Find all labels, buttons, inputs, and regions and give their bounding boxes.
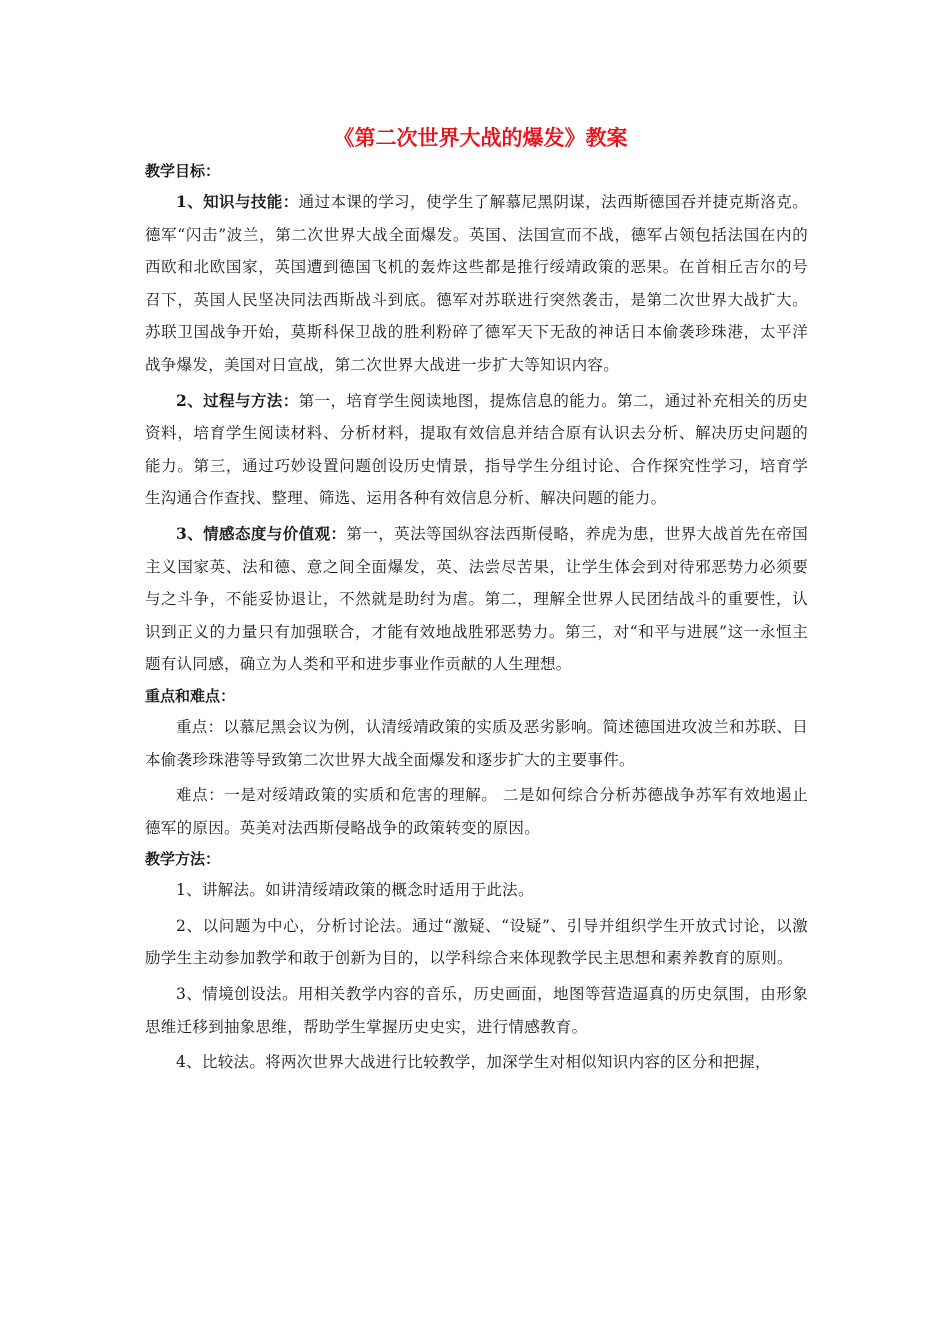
objective-knowledge-lead: 1、知识与技能： bbox=[176, 192, 299, 211]
method-situation: 3、情境创设法。用相关教学内容的音乐，历史画面，地图等营造逼真的历史氛围，由形象思维迁移到抽象思维，帮助学生掌握历史史实，进行情感教育。 bbox=[145, 985, 808, 1036]
objectives-heading: 教学目标： bbox=[145, 162, 221, 180]
objective-knowledge bbox=[145, 186, 808, 382]
methods-heading: 教学方法： bbox=[145, 850, 221, 869]
objectives-section bbox=[145, 156, 808, 681]
objective-values-text: 第一，英法等国纵容法西斯侵略，养虎为患，世界大战首先在帝国主义国家英、法和德、意之间全面爆发，英、法尝尽苦果，让学生体会到对待邪恶势力必须要与之斗争，不能妥协退让，不然就是助纣为虐。第二，理解全世界人民团结战斗的重要性，认识到正义的力量只有加强联合，才能有效地战胜邪恶势力。第三，对“和平与进展”这一永恒主题有认同感，确立为人类和平和进步事业作贡献的人生理想。 bbox=[145, 524, 809, 674]
objective-process-lead: 2、过程与方法： bbox=[176, 390, 299, 410]
document-title: 《第二次世界大战的爆发》教案 bbox=[333, 125, 628, 150]
objective-values bbox=[145, 518, 808, 681]
keypoint-difficulty: 难点：一是对绥靖政策的实质和危害的理解。 二是如何综合分析苏德战争苏军有效地遏止德军的原因。英美对法西斯侵略战争的政策转变的原因。 bbox=[145, 786, 808, 837]
objective-knowledge-text: 通过本课的学习，使学生了解慕尼黑阴谋，法西斯德国吞并捷克斯洛克。德军“闪击”波兰，第二次世界大战全面爆发。英国、法国宣而不战，德军占领包括法国在内的西欧和北欧国家，英国遭到德国飞机的轰炸这些都是推行绥靖政策的恶果。在首相丘吉尔的号召下，英国人民坚决同法西斯战斗到底。德军对苏联进行突然袭击，是第二次世界大战扩大。苏联卫国战争开始，莫斯科保卫战的胜利粉碎了德军天下无敌的神话日本偷袭珍珠港，太平洋战争爆发，美国对日宣战，第二次世界大战进一步扩大等知识内容。 bbox=[145, 193, 808, 374]
objective-process-text: 第一，培育学生阅读地图，提炼信息的能力。第二，通过补充相关的历史资料，培育学生阅读材料、分析材料，提取有效信息并结合原有认识去分析、解决历史问题的能力。第三，通过巧妙设置问题创设历史情景，指导学生分组讨论、合作探究性学习，培育学生沟通合作查找、整理、筛选、运用各种有效信息分析、解决问题的能力。 bbox=[145, 391, 808, 508]
method-lecture: 1、讲解法。如讲清绥靖政策的概念时适用于此法。 bbox=[176, 881, 534, 900]
objective-values-lead: 3、情感态度与价值观： bbox=[176, 523, 347, 543]
methods-section bbox=[145, 844, 808, 1079]
keypoint-focus: 重点：以慕尼黑会议为例，认清绥靖政策的实质及恶劣影响。简述德国进攻波兰和苏联、日本偷袭珍珠港等导致第二次世界大战全面爆发和逐步扩大的主要事件。 bbox=[145, 717, 809, 769]
keypoints-section bbox=[145, 681, 808, 844]
keypoints-heading: 重点和难点： bbox=[145, 686, 236, 705]
objective-process bbox=[145, 385, 808, 515]
method-discussion: 2、以问题为中心，分析讨论法。通过“激疑、“设疑”、引导并组织学生开放式讨论，以激励学生主动参加教学和敢于创新为目的，以学科综合来体现教学民主思想和素养教育的原则。 bbox=[145, 916, 808, 968]
method-comparison: 4、比较法。将两次世界大战进行比较教学，加深学生对相似知识内容的区分和把握， bbox=[176, 1053, 771, 1072]
